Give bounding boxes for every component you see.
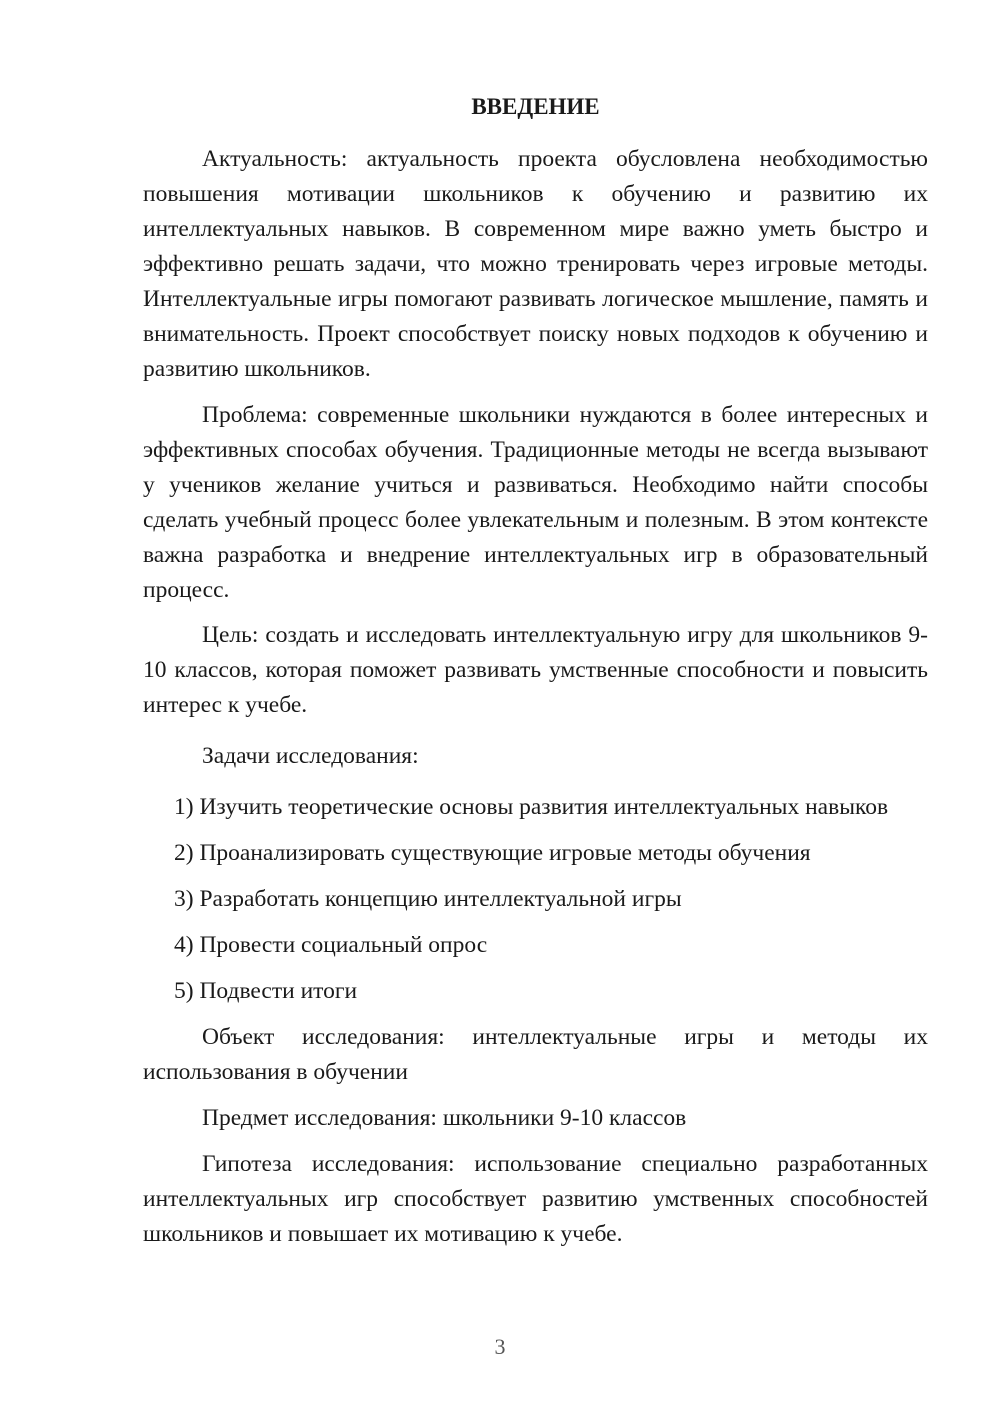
task-item: 1) Изучить теоретические основы развития интеллектуальных навыков <box>174 794 889 820</box>
relevance-paragraph: Актуальность: актуальность проекта обусловлена необходимостью повышения мотивации школьников к обучению и развитию их интеллектуальных навыков. В современном мире важно уметь быстро и эффективно решать задачи, что можно тренировать через игровые методы. Интеллектуальные игры помогают развивать логическое мышление, память и внимательность. Проект способствует поиску новых подходов к обучению и развитию школьников. <box>143 146 928 382</box>
goal-paragraph: Цель: создать и исследовать интеллектуальную игру для школьников 9-10 классов, которая поможет развивать умственные способности и повысить интерес к учебе. <box>143 622 928 718</box>
page-number: 3 <box>494 1334 506 1359</box>
task-item: 2) Проанализировать существующие игровые методы обучения <box>174 840 811 866</box>
task-item: 4) Провести социальный опрос <box>174 932 488 958</box>
document-page <box>143 92 928 1263</box>
hypothesis-paragraph: Гипотеза исследования: использование специально разработанных интеллектуальных игр способствует развитию умственных способностей школьников и повышает их мотивацию к учебе. <box>143 1151 928 1247</box>
problem-paragraph: Проблема: современные школьники нуждаются в более интересных и эффективных способах обучения. Традиционные методы не всегда вызывают у учеников желание учиться и развиваться. Необходимо найти способы сделать учебный процесс более увлекательным и полезным. В этом контексте важна разработка и внедрение интеллектуальных игр в образовательный процесс. <box>143 402 928 603</box>
page-title: ВВЕДЕНИЕ <box>471 94 600 119</box>
task-item: 5) Подвести итоги <box>174 978 358 1004</box>
object-paragraph: Объект исследования: интеллектуальные игры и методы их использования в обучении <box>143 1024 928 1085</box>
tasks-heading: Задачи исследования: <box>202 743 419 769</box>
task-item: 3) Разработать концепцию интеллектуальной игры <box>174 886 682 912</box>
subject-paragraph: Предмет исследования: школьники 9-10 классов <box>202 1105 687 1131</box>
